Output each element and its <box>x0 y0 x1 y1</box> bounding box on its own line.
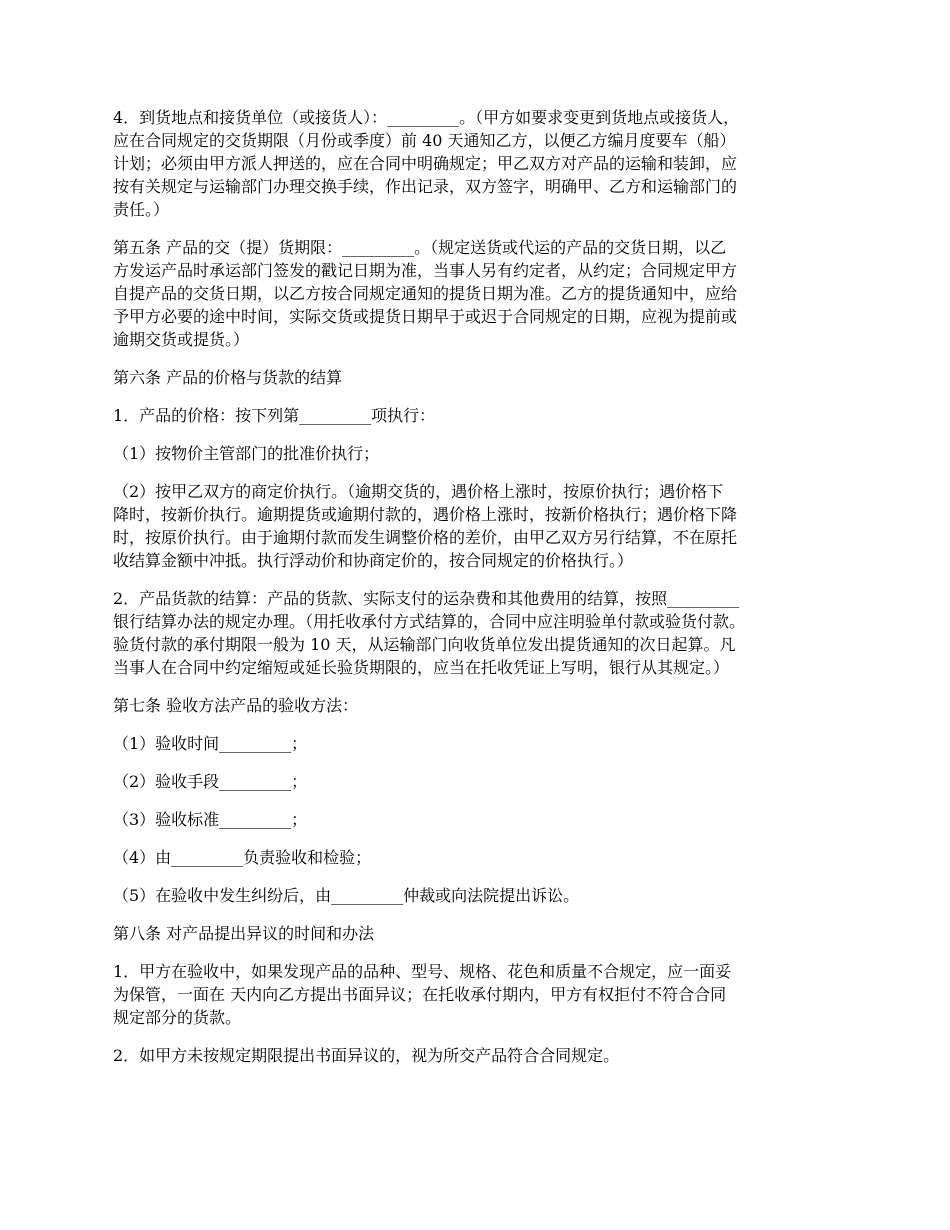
document-page <box>113 106 848 1082</box>
section-heading: 第八条 对产品提出异议的时间和办法 <box>113 924 375 943</box>
article-6-heading <box>113 366 848 389</box>
text-line: （3）验收标准_________； <box>113 810 308 829</box>
text-line: （2）验收手段_________； <box>113 772 308 791</box>
article-5-delivery-period <box>113 236 848 351</box>
clause-6-1-option-2 <box>113 480 848 572</box>
text-line: 方发运产品时承运部门签发的戳记日期为准，当事人另有约定者，从约定；合同规定甲方 <box>113 261 738 280</box>
clause-7-2 <box>113 770 848 793</box>
text-line: 当事人在合同中约定缩短或延长验货期限的，应当在托收凭证上写明，银行从其规定。） <box>113 658 730 677</box>
clause-6-2-settlement <box>113 587 848 679</box>
text-line: 予甲方必要的途中时间，实际交货或提货日期早于或迟于合同规定的日期，应视为提前或 <box>113 307 738 326</box>
text-line: 自提产品的交货日期，以乙方按合同规定通知的提货日期为准。乙方的提货通知中，应给 <box>113 284 738 303</box>
section-heading: 第七条 验收方法产品的验收方法： <box>113 696 359 715</box>
text-line: 按有关规定与运输部门办理交换手续，作出记录，双方签字，明确甲、乙方和运输部门的 <box>113 177 738 196</box>
text-line: （1）按物价主管部门的批准价执行； <box>113 444 380 463</box>
section-heading: 第六条 产品的价格与货款的结算 <box>113 368 343 387</box>
clause-7-4 <box>113 846 848 869</box>
text-line: 计划；必须由甲方派人押送的，应在合同中明确规定；甲乙双方对产品的运输和装卸，应 <box>113 154 738 173</box>
text-line: 逾期交货或提货。） <box>113 330 250 349</box>
clause-4-delivery-place <box>113 106 848 221</box>
article-7-heading <box>113 694 848 717</box>
clause-7-1 <box>113 732 848 755</box>
text-line: （2）按甲乙双方的商定价执行。（逾期交货的，遇价格上涨时，按原价执行；遇价格下 <box>113 482 724 501</box>
text-line: 2．如甲方未按规定期限提出书面异议的，视为所交产品符合合同规定。 <box>113 1046 620 1065</box>
text-line: 4．到货地点和接货单位（或接货人）：_________。（甲方如要求变更到货地点或接货人， <box>113 108 740 127</box>
clause-7-3 <box>113 808 848 831</box>
text-line: 规定部分的货款。 <box>113 1008 242 1027</box>
clause-8-2 <box>113 1044 848 1067</box>
text-line: （5）在验收中发生纠纷后，由_________仲裁或向法院提出诉讼。 <box>113 886 580 905</box>
text-line: 收结算金额中冲抵。执行浮动价和协商定价的，按合同规定的价格执行。） <box>113 551 634 570</box>
text-line: 时，按原价执行。由于逾期付款而发生调整价格的差价，由甲乙双方另行结算，不在原托 <box>113 528 738 547</box>
text-line: 银行结算办法的规定办理。（用托收承付方式结算的，合同中应注明验单付款或验货付款。 <box>113 612 746 631</box>
clause-6-1-price <box>113 404 848 427</box>
text-line: 责任。） <box>113 200 170 219</box>
text-line: 为保管，一面在 天内向乙方提出书面异议；在托收承付期内，甲方有权拒付不符合合同 <box>113 985 727 1004</box>
article-8-heading <box>113 922 848 945</box>
clause-6-1-option-1 <box>113 442 848 465</box>
text-line: 1．甲方在验收中，如果发现产品的品种、型号、规格、花色和质量不合规定，应一面妥 <box>113 962 732 981</box>
text-line: 验货付款的承付期限一般为 10 天，从运输部门向收货单位发出提货通知的次日起算。凡 <box>113 635 736 654</box>
clause-8-1 <box>113 960 848 1029</box>
text-line: 第五条 产品的交（提）货期限：_________。（规定送货或代运的产品的交货日期，以乙 <box>113 238 727 257</box>
text-line: 降时，按新价执行。逾期提货或逾期付款的，遇价格上涨时，按新价格执行；遇价格下降 <box>113 505 738 524</box>
text-line: 2．产品货款的结算：产品的货款、实际支付的运杂费和其他费用的结算，按照_________ <box>113 589 740 608</box>
clause-7-5 <box>113 884 848 907</box>
text-line: （4）由_________负责验收和检验； <box>113 848 372 867</box>
text-line: 应在合同规定的交货期限（月份或季度）前 40 天通知乙方，以便乙方编月度要车（船） <box>113 131 736 150</box>
text-line: 1．产品的价格：按下列第_________项执行： <box>113 406 436 425</box>
text-line: （1）验收时间_________； <box>113 734 308 753</box>
